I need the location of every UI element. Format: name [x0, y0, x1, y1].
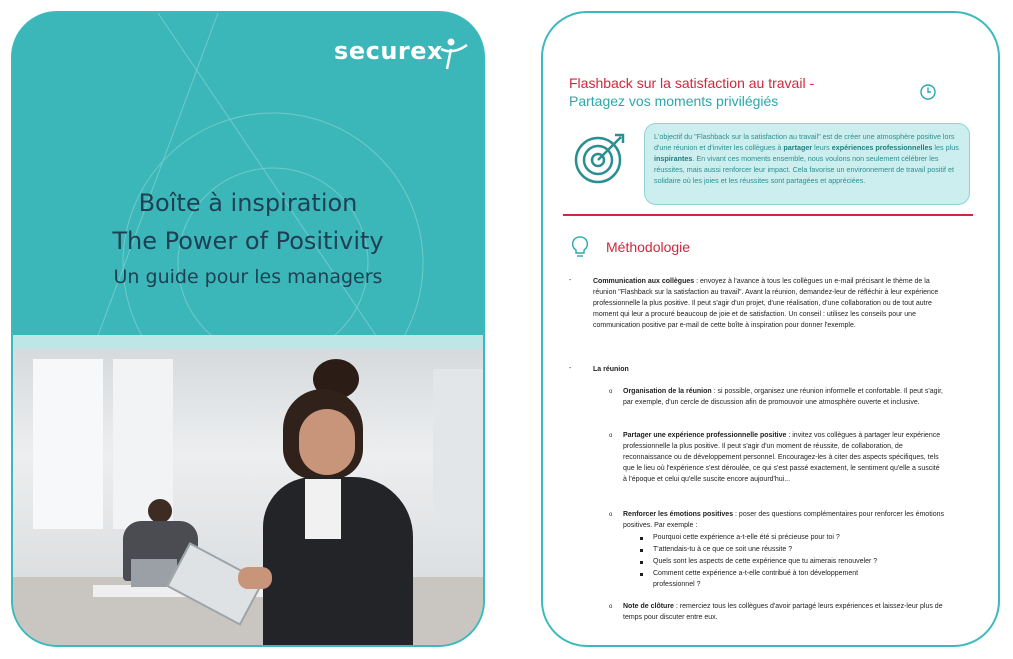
intro-bold: partager — [783, 143, 813, 152]
cover-subtitle: Un guide pour les managers — [113, 266, 383, 288]
securex-logo-mark-icon — [439, 35, 469, 71]
cover-page — [11, 11, 485, 647]
organisation-label: Organisation de la réunion — [623, 388, 712, 395]
communication-label: Communication aux collègues — [593, 278, 695, 285]
cover-band — [13, 335, 483, 349]
partager-text: : invitez vos collègues à partager leur expérience professionnelle la plus positive. Il peut s'agir d'un moment de réussite, de collaboration, de reconnaissance ou de développement personnel. Encouragez-les à citer des aspects spécifiques, tels que le lieu où l'expérience s'est déroulée, ce qui s'est passé exactement, le sentiment qu'elle a suscité à l'époque et celui qu'elle suscite encore aujourd'hui... — [623, 432, 941, 483]
cover-title-line1: Boîte à inspiration — [138, 189, 358, 217]
section-title: Méthodologie — [606, 239, 691, 255]
list-bullet: o — [609, 512, 613, 518]
cloture-text: : remerciez tous les collègues d'avoir partagé leurs expériences et laissez-leur plus de temps pour discuter entre eux. — [623, 603, 943, 621]
intro-bold: expériences professionnelles — [831, 143, 933, 152]
list-bullet: o — [609, 433, 613, 439]
document-title: Flashback sur la satisfaction au travail - — [569, 75, 815, 91]
meeting-label: La réunion — [593, 366, 629, 373]
list-square — [640, 561, 643, 564]
list-bullet: o — [609, 604, 613, 610]
cover-title-line2: The Power of Positivity — [112, 227, 384, 255]
intro-box — [644, 123, 970, 205]
lightbulb-icon — [571, 235, 589, 259]
renforcer-label: Renforcer les émotions positives — [623, 511, 734, 518]
list-square — [640, 549, 643, 552]
intro-text: L'objectif du "Flashback sur la satisfaction au travail" est de créer une atmosphère positive lors d'une réunion et d'inviter les collègues à — [654, 132, 955, 152]
question-item: Comment cette expérience a-t-elle contribué à ton développement professionnel ? — [653, 570, 859, 588]
list-square — [640, 537, 643, 540]
list-dash: - — [569, 365, 572, 372]
question-item: Pourquoi cette expérience a-t-elle été si précieuse pour toi ? — [653, 534, 840, 541]
intro-text: les plus — [932, 143, 959, 152]
securex-logo: securex — [334, 37, 443, 65]
communication-text: : envoyez à l'avance à tous les collègues un e-mail précisant le thème de la réunion "Flashback sur la satisfaction au travail". Avant la réunion, demandez-leur de réfléchir à leur expérience professionnelle la plus positive. Il peut s'agir d'un projet, d'une réalisation, d'une collaboration ou de tout autre moment qui leur a procuré beaucoup de joie et de satisfaction. Un conseil : utilisez les conseils pour une communication positive par e-mail de cette boîte à inspiration pour donner l'exemple. — [593, 278, 939, 329]
organisation-text: : si possible, organisez une réunion informelle et confortable. Il peut s'agir, par exemple, d'un cercle de discussion afin de promouvoir une atmosphère ouverte et inclusive. — [623, 388, 943, 406]
question-item: T'attendais-tu à ce que ce soit une réussite ? — [653, 546, 793, 553]
communication-paragraph — [593, 276, 945, 331]
intro-text: . En vivant ces moments ensemble, nous voulons non seulement célébrer les réussites, mais aussi renforcer leur impact. Cela favorise un environnement de travail positif et solidaire où les joies et les réussites sont partagées et appréciées. — [654, 154, 955, 185]
intro-text: leurs — [812, 143, 832, 152]
question-item: Quels sont les aspects de cette expérience que tu aimerais renouveler ? — [653, 558, 878, 565]
list-square — [640, 573, 643, 576]
clock-icon — [919, 83, 937, 101]
list-bullet: o — [609, 389, 613, 395]
renforcer-text: : poser des questions complémentaires pour renforcer les émotions positives. Par exemple : — [623, 511, 944, 529]
office-photo — [13, 349, 483, 647]
cloture-label: Note de clôture — [623, 603, 674, 610]
document-page — [541, 11, 1000, 647]
target-icon — [571, 129, 629, 187]
partager-label: Partager une expérience professionnelle positive — [623, 432, 787, 439]
cloture-paragraph — [623, 601, 945, 623]
section-divider — [563, 214, 973, 216]
list-dash: - — [569, 277, 572, 284]
intro-bold: inspirantes — [654, 154, 693, 163]
organisation-paragraph — [623, 386, 945, 408]
renforcer-paragraph — [623, 509, 945, 531]
partager-paragraph — [623, 430, 945, 485]
document-subtitle: Partagez vos moments privilégiés — [569, 93, 779, 109]
